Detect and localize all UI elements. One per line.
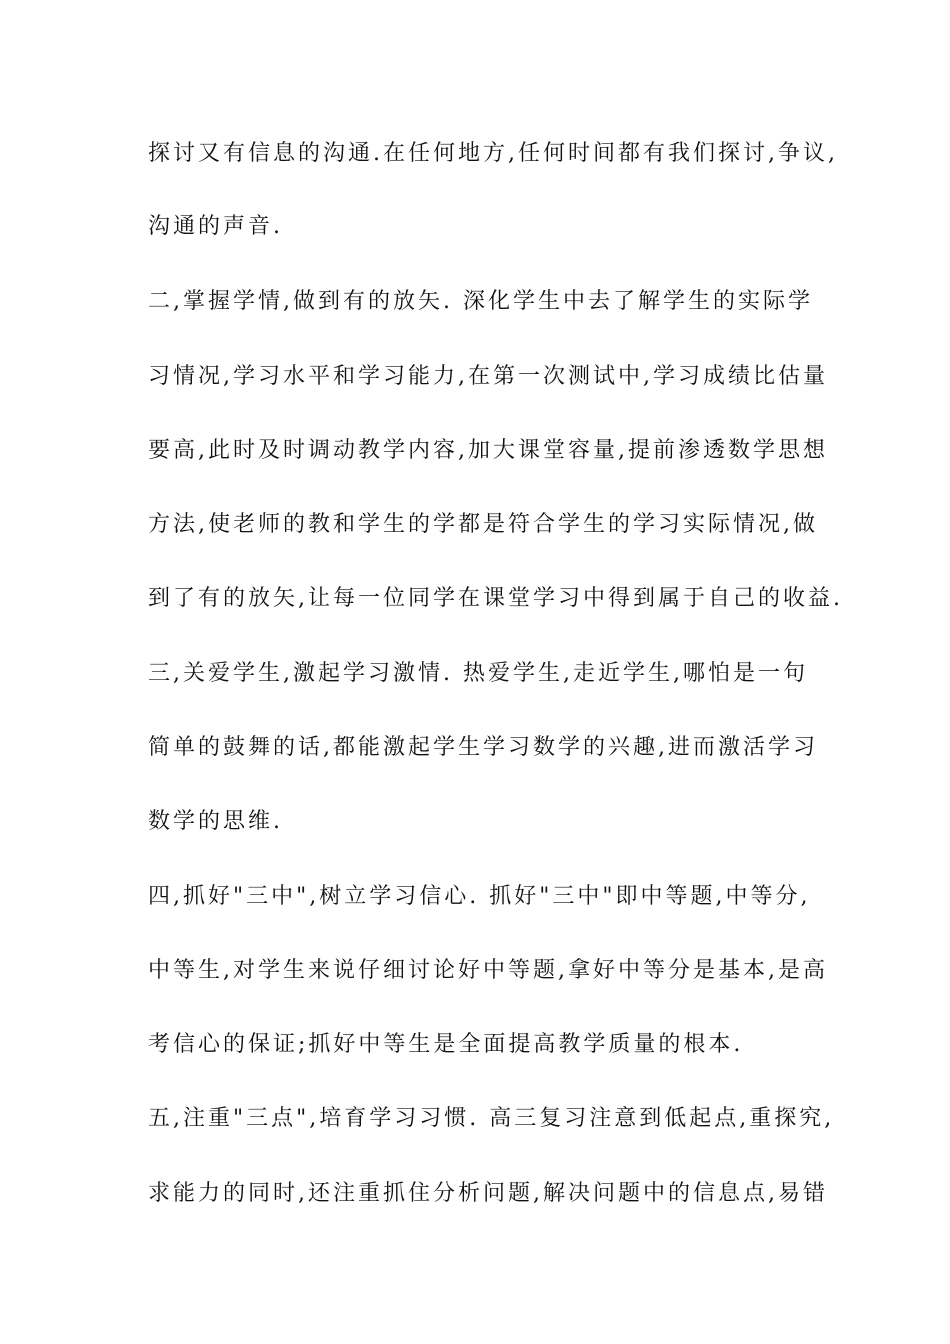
text-line: 到了有的放矢,让每一位同学在课堂学习中得到属于自己的收益. — [148, 586, 843, 611]
text-line: 探讨又有信息的沟通.在任何地方,任何时间都有我们探讨,争议, — [148, 141, 838, 166]
text-line: 数学的思维. — [148, 809, 283, 834]
text-line: 四,抓好"三中",树立学习信心. 抓好"三中"即中等题,中等分, — [148, 884, 811, 909]
text-line: 二,掌握学情,做到有的放矢. 深化学生中去了解学生的实际学 — [148, 289, 813, 314]
text-line: 方法,使老师的教和学生的学都是符合学生的学习实际情况,做 — [148, 512, 818, 537]
text-line: 求能力的同时,还注重抓住分析问题,解决问题中的信息点,易错 — [148, 1181, 828, 1206]
text-line: 习情况,学习水平和学习能力,在第一次测试中,学习成绩比估量 — [148, 364, 828, 389]
text-line: 简单的鼓舞的话,都能激起学生学习数学的兴趣,进而激活学习 — [148, 735, 818, 760]
text-line: 要高,此时及时调动教学内容,加大课堂容量,提前渗透数学思想 — [148, 438, 828, 463]
text-line: 中等生,对学生来说仔细讨论好中等题,拿好中等分是基本,是高 — [148, 958, 828, 983]
text-line: 沟通的声音. — [148, 214, 283, 239]
text-line: 考信心的保证;抓好中等生是全面提高教学质量的根本. — [148, 1032, 744, 1057]
text-line: 五,注重"三点",培育学习习惯. 高三复习注意到低起点,重探究, — [148, 1106, 835, 1131]
text-line: 三,关爱学生,激起学习激情. 热爱学生,走近学生,哪怕是一句 — [148, 661, 808, 686]
